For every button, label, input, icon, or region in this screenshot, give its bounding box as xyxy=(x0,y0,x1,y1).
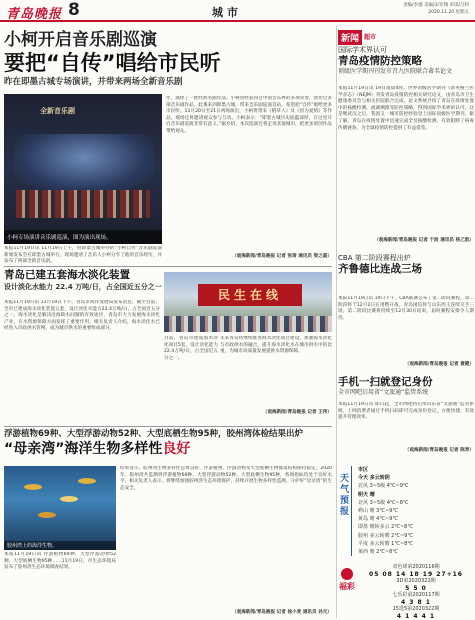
lead-kicker: 小柯开启音乐剧巡演 xyxy=(4,30,157,50)
lottery-draw-label: 3D第2020322期 xyxy=(396,578,436,584)
weather-box xyxy=(338,466,474,562)
article2-body-right: 未来青岛将继续推进海水淡化项目建设，加强海水淡化与市政供水的融合，提升海水淡化水在城市供水中的比重，为城市高质量发展提供水资源保障。 xyxy=(220,336,332,355)
brief2-headline-block xyxy=(338,254,474,276)
brief1-headline: 青岛疫情防控策略 xyxy=(338,55,422,67)
photo-screen-text: 全新音乐剧 xyxy=(40,107,75,115)
brief2-headline: 齐鲁德比连战三场 xyxy=(338,263,422,275)
weather-row: 市区 xyxy=(358,467,369,473)
lottery-draw-label: 七乐彩第2020117期 xyxy=(392,592,440,598)
article3-right-column xyxy=(120,466,332,618)
fish-shape xyxy=(38,512,56,518)
article3-body-left: 本报11月19日讯 浮游植物69种、大型浮游动物52种、大型底栖生物95种……11月19日，市生态环境局发布了胶州湾生态环境调查结果。 xyxy=(4,552,116,571)
weather-row: 崂山 晴 3℃~9℃ xyxy=(358,508,398,515)
brief2-byline: （观海新闻/青岛晚报 记者 黄健） xyxy=(404,362,474,367)
brand-tag: 超市 xyxy=(364,34,377,41)
brief1-text xyxy=(338,86,474,252)
article3-headline-highlight: 良好 xyxy=(162,441,191,457)
brief1-kicker: 国际学术界认可 xyxy=(338,46,387,54)
rail-divider xyxy=(336,26,337,618)
brief2-body: 本报11月19日讯 19日下午，CBA联赛公布了第二阶段赛程，第二阶段将于12月2日在诸暨开战。青岛国信将与山东西王连续交手三场，第二阶段比赛将持续至12月30日结束，届时赛程安排令人期待。 xyxy=(338,296,474,321)
fish-shape xyxy=(24,484,42,490)
article2-subhead: 设计淡化水能力 22.4 万吨/日，占全国近五分之一 xyxy=(4,283,162,291)
divider xyxy=(4,266,332,267)
lead-headline: 要把“自传”唱给市民听 xyxy=(4,51,221,75)
article3-headline xyxy=(4,440,334,458)
article2-headline: 青岛已建五套海水淡化装置 xyxy=(4,269,130,281)
lead-photo-caption: 小柯专场演讲音乐剧巡演，图为演出现场。 xyxy=(4,230,162,244)
article2-photo xyxy=(164,272,332,332)
weather-row: 今天 多云转阴 xyxy=(358,475,390,482)
weather-row: 北风 3~5级 4℃~9℃ xyxy=(358,483,409,490)
brief3-headline: 手机一扫就登记身份 xyxy=(338,376,433,388)
weather-row: 胶州 多云转晴 2℃~9℃ xyxy=(358,532,413,539)
weather-row: 莱西 晴 2℃~8℃ xyxy=(358,549,398,556)
weather-row: 明天 晴 xyxy=(358,491,375,498)
fish-shape xyxy=(78,478,96,484)
lottery-logo xyxy=(338,564,356,620)
lead-body-right: 作，演绎了一批经典名曲作品。小柯曾经获得过中国音乐界的多项荣誉，创作过多部音乐剧作品，此番来到即墨古城，带来音乐剧巡演首站，希望把“自传”唱给更多市民听。11月20日至21日两场演出，小柯将带来《稻草人》及《因为爱情》等作品，现场还将邀请观众参与互动。小柯表示：“即墨古城历史底蕴深厚，在这里开启音乐剧巡演非常有意义。”据介绍，本次巡演还将走进其他城市，把更多原创作品带给观众。 xyxy=(166,96,332,134)
lottery-ball-icon xyxy=(341,568,353,580)
photo-banner: 民生在线 xyxy=(198,284,302,306)
weather-row: 黄岛 晴 4℃~9℃ xyxy=(358,516,398,523)
brief1-subhead: 顶级医学期刊刊发市召九医院联合著名论文 xyxy=(338,68,453,75)
stage-lights xyxy=(14,134,154,194)
page-number: 8 xyxy=(68,0,80,20)
lottery-numbers: 4 1 4 4 1 xyxy=(396,613,436,620)
news-rail xyxy=(338,26,474,620)
editor-line: 责编/李强 美编/宋军翔 审读/吕阿 xyxy=(403,3,469,8)
lottery-numbers: 5 5 0 xyxy=(405,585,427,592)
article3-photo-caption: 胶州湾上的海洋生物。 xyxy=(4,541,116,550)
weather-rows xyxy=(358,466,472,556)
lead-byline: （观海新闻/青岛晚报 记者 张琦 通讯员 梁之磊） xyxy=(232,254,332,259)
brief1-body: 本报11月19日讯 19日凌晨4时，世界顶级医学期刊《新英格兰医学杂志》（NEJM）刊发青岛疫情防控相关研究论文，由青岛市卫生健康委员会与相关医院联合完成。论文系统介绍了青岛在疫情处置中的核酸检测、流调溯源等防控策略，得到国际学术界的认可。这是继武汉之后，我国又一城市防控经验登上国际顶级医学期刊。据了解，青岛在疫情处置中迅速完成全员核酸检测，有效阻断了病毒传播链条，为全球疫情防控提供了有益借鉴。 xyxy=(338,86,474,131)
lottery-draw-label: 双色球第2020116期 xyxy=(392,564,440,570)
weather-label: 天气预报 xyxy=(338,466,352,556)
performers xyxy=(16,190,150,218)
article3-photo xyxy=(4,466,116,550)
article3-headline-block xyxy=(4,428,334,458)
article2-body-left: 本报11月19日讯 11月19日下午，青岛市海洋发展局发布消息，截至目前，全市已建成海水淡化装置五套，设计淡化水能力22.4万吨/日，占全国近五分之一。海水淡化是解决沿海缺水问题的有效途径，青岛市大力发展海水淡化产业，在水资源保障方面发挥了重要作用。相关负责人介绍，海水淡化水已经进入市政供水管网，成为城市供水的重要组成部分。 xyxy=(4,300,160,332)
brand-logo: 新闻 xyxy=(338,30,362,45)
lottery-draw-label: 15选5第2020322期 xyxy=(392,606,440,612)
article2-byline: （观海新闻/青岛晚报 记者 王伟） xyxy=(262,410,332,415)
article3-byline: （观海新闻/青岛晚报 记者 徐小麦 通讯员 孙元） xyxy=(232,610,332,615)
lottery-box xyxy=(338,564,474,620)
article3-body-right: 结果显示，胶州湾生物多样性总体良好，浮游植物、浮游动物及大型底栖生物群落结构保持稳定。2020年，胶州湾共监测到浮游植物69种、大型浮游动物52种、大型底栖生物95种，各项指标均处于良好水平。相关负责人表示，将继续加强胶州湾生态环境保护，持续开展生物多样性监测，守护好“母亲湾”的生态安全。 xyxy=(120,466,332,491)
section-title: 城市 xyxy=(212,6,242,19)
masthead xyxy=(0,0,475,22)
weather-row: 北风 3~5级 4℃~8℃ xyxy=(358,499,409,506)
brief3-body: 本报11月19日讯 即日起，全市网吧将启用山东省“文旅通”监管系统，上网消费者通过手机扫码即可完成身份登记，方便快捷，有效提升管理效率。 xyxy=(338,402,474,421)
brief3-headline-block xyxy=(338,376,474,397)
brief3-text xyxy=(338,402,474,460)
lead-headline-block xyxy=(4,26,334,88)
lead-right-column xyxy=(166,96,332,264)
newspaper-logo: 青岛晚报 xyxy=(6,7,63,22)
weather-row: 平度 多云转晴 1℃~8℃ xyxy=(358,540,413,547)
news-supermarket-brand xyxy=(338,26,377,44)
audience xyxy=(164,316,332,332)
lottery-numbers: 05 08 14 18 19 27+16 xyxy=(369,571,463,578)
lead-photo xyxy=(4,94,162,244)
brief3-subhead: 全市网吧启用省“文旅通”监管系统 xyxy=(338,389,429,396)
brief2-kicker: CBA 第二阶段赛程出炉 xyxy=(338,254,411,262)
article3-kicker: 浮游植物69种、大型浮游动物52种、大型底栖生物95种，胶州湾体检结果出炉 xyxy=(4,429,303,439)
article3-headline-main: “母亲湾”海洋生物多样性 xyxy=(4,441,163,457)
brief1-headline-block xyxy=(338,46,474,76)
lead-body-left: 本报11月19日讯 11月19日上午，由即墨古城举办的“小柯自传”音乐剧巡演新闻发布会在即墨古城举行，现场邀请了音乐人小柯分享了他的音乐经历，并发布了两部全新音乐剧。 xyxy=(4,246,162,265)
lottery-rows xyxy=(360,564,472,620)
article2-body-mid: 目前，青岛市建成海水淡化项目5套，设计淡化能力22.4万吨/日，占全国近五分之一。 xyxy=(164,336,218,361)
lead-subhead: 昨在即墨古城专场演讲，并带来两场全新音乐剧 xyxy=(4,77,183,87)
divider xyxy=(4,426,332,427)
brief2-text xyxy=(338,296,474,376)
brief1-byline: （观海新闻/青岛晚报 记者 于波 通讯员 杨乙凯） xyxy=(374,238,474,243)
brief3-byline: （观海新闻/青岛晚报 记者 陈寿） xyxy=(404,448,474,453)
editor-meta xyxy=(403,2,469,16)
lottery-numbers: 4 3 8 1 xyxy=(401,599,431,606)
weather-row: 即墨 晴转多云 2℃~8℃ xyxy=(358,524,413,531)
date-line: 2020.11.20 星期五 xyxy=(428,10,469,15)
fish-shape xyxy=(60,496,78,502)
lottery-logo-text: 福彩 xyxy=(339,582,355,591)
